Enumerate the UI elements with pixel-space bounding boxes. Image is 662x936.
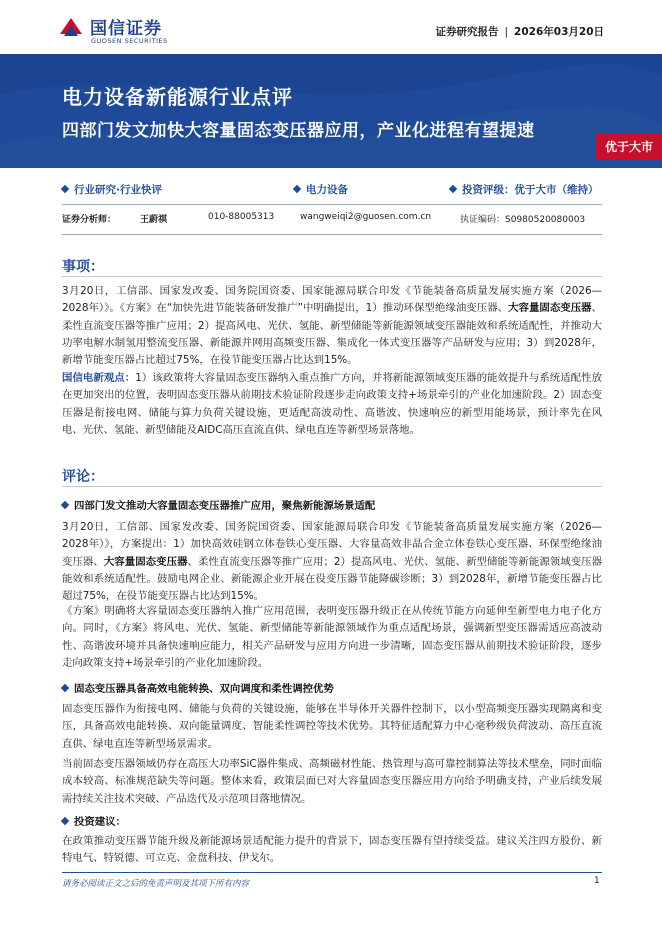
page-number: 1	[594, 876, 600, 886]
comment-paragraph-5: 在政策推动变压器节能升级及新能源场景适配能力提升的背景下，固态变压器有望持续受益。建议关注四方股份、新特电气、特锐德、可立克、金盘科技、伊戈尔。	[62, 835, 602, 865]
subsection-title: 投资建议：	[74, 816, 126, 828]
sector-cell	[294, 182, 348, 197]
subsection-policy	[62, 497, 602, 512]
subsection-title: 固态变压器具备高效电能转换、双向调度和柔性调控优势	[74, 683, 334, 695]
diamond-bullet-icon	[61, 684, 69, 692]
footer-disclaimer[interactable]: 请务必阅读正文之后的免责声明及其项下所有内容	[62, 879, 250, 889]
info-divider	[62, 204, 602, 205]
report-type: 证券研究报告	[435, 26, 499, 38]
logo-text-cn: 国信证券	[90, 19, 162, 39]
logo-mark-icon	[58, 14, 84, 40]
subsection-advantages	[62, 680, 602, 695]
logo-text-en: GUOSEN SECURITIES	[91, 37, 168, 45]
rating-cell	[450, 182, 599, 197]
report-subtitle: 四部门发文加快大容量固态变压器应用，产业化进程有望提速	[62, 121, 535, 141]
comment-paragraph-1	[62, 519, 602, 605]
view-label: 国信电新观点：	[62, 372, 136, 384]
report-title: 电力设备新能源行业点评	[62, 85, 293, 109]
info-row-classification	[62, 182, 602, 198]
matter-text-a: 3月20日，工信部、国家发改委、国务院国资委、国家能源局联合印发《节能装备高质量发展实施方案（2026—2028年）》。《方案》在“加快先进节能装备研发推广”中明确提出，1）推动环保型绝缘油变压器、	[62, 285, 602, 315]
comment-text-a: 3月20日，工信部、国家发改委、国务院国资委、国家能源局联合印发《节能装备高质量发展实施方案（2026—2028年）》，方案提出：1）加快高效硅钢立体卷铁心变压器、大容量高效非晶合金立体卷铁心变压器、环保型绝缘油变压器、	[62, 521, 602, 568]
section-title-matter: 事项：	[62, 259, 104, 275]
view-paragraph	[62, 370, 602, 439]
matter-paragraph	[62, 283, 602, 369]
comment-paragraph-3: 固态变压器作为衔接电网、储能与负荷的关键设施，能够在半导体开关器件控制下，以小型高频变压器实现隔离和变压，具备高效电能转换、双向能量调度、智能柔性调控等技术优势。其特征适配算力中心毫秒级负荷波动、高压直流直供、绿电直连等新型场景需求。	[62, 703, 602, 750]
report-category: 行业研究·行业快评	[74, 184, 162, 196]
comment-text-b: 、柔性直流变压器等推广应用；2）提高风电、光伏、氢能、新型储能等新能源领域变压器能效和系统适配性。鼓励电网企业、新能源企业开展在役变压器节能降碳诊断；3）到2028年，新增节能变压器占比超过75%，在役节能变压器占比达到15%。	[62, 555, 603, 603]
report-date: 2026年03月20日	[514, 26, 604, 38]
section-rule	[62, 276, 602, 277]
report-meta	[436, 24, 605, 39]
title-banner	[0, 54, 662, 168]
company-logo	[58, 10, 198, 50]
section-rule	[62, 486, 602, 487]
diamond-bullet-icon	[61, 501, 69, 509]
comment-paragraph-2: 《方案》明确将大容量固态变压器纳入推广应用范围，表明变压器升级正在从传统节能方向延伸至新型电力电子化方向。同时，《方案》将风电、光伏、氢能、新型储能等新能源领域作为重点适配场景，强调新型变压器需适应高波动性、高谐波环境并具备快速响应能力，相关产品研发与应用方向进一步清晰，固态变压器从前期技术验证阶段，逐步走向政策支持+场景牵引的产业化加速阶段。	[62, 605, 602, 669]
matter-text-bold: 大容量固态变压器	[508, 302, 592, 315]
analyst-phone: 010-88005313	[208, 212, 275, 222]
analyst-label: 证券分析师：	[62, 215, 117, 225]
comment-text-bold: 大容量固态变压器	[103, 555, 188, 568]
category-cell	[62, 182, 162, 197]
comment-paragraph-4: 当前固态变压器领域仍存在高压大功率SiC器件集成、高频磁材性能、热管理与高可靠控制算法等技术壁垒，同时面临成本较高、标准规范缺失等问题。整体来看，政策层面已对大容量固态变压器应用方向给予明确支持，产业后续发展需持续关注技术突破、产品迭代及示范项目落地情况。	[62, 758, 602, 805]
subsection-title: 四部门发文推动大容量固态变压器推广应用，聚焦新能源场景适配	[74, 500, 376, 512]
info-divider	[62, 234, 602, 235]
analyst-license: 执证编码：S0980520080003	[460, 215, 586, 225]
matter-text-b: 、柔性直流变压器等推广应用；2）提高风电、光伏、氢能、新型储能等新能源领域变压器能效和系统适配性，并推动大功率电解水制氢用整流变压器、新能源并网用高频变压器、集成化一体式变压器等产品研发与应用；3）到2028年，新增节能变压器占比超过75%，在役节能变压器占比达到15%。	[62, 302, 602, 367]
subsection-investment	[62, 813, 602, 828]
section-title-comment: 评论：	[62, 469, 104, 485]
investment-rating: 投资评级：优于大市（维持）	[462, 184, 599, 196]
meta-separator: |	[504, 26, 509, 38]
page-header	[0, 0, 662, 54]
diamond-bullet-icon	[293, 185, 301, 193]
info-row-analyst	[62, 212, 602, 226]
analyst-email[interactable]: wangweiqi2@guosen.com.cn	[300, 212, 432, 222]
diamond-bullet-icon	[61, 817, 69, 825]
diamond-bullet-icon	[61, 185, 69, 193]
footer-rule	[62, 872, 602, 873]
view-text: 1）该政策将大容量固态变压器纳入重点推广方向，并将新能源领域变压器的能效提升与系统适配性放在更加突出的位置，表明固态变压器从前期技术验证阶段逐步走向政策支持+场景牵引的产业化加速阶段。2）固态变压器是衔接电网、储能与算力负荷关键设施，更适配高波动性、高谐波、快速响应的新型用能场景，预计率先在风电、光伏、氢能、新型储能及AIDC高压直流直供、绿电直连等新型场景落地。	[62, 372, 603, 436]
rating-badge: 优于大市	[596, 134, 662, 160]
analyst-name: 王蔚祺	[140, 215, 168, 225]
diamond-bullet-icon	[449, 185, 457, 193]
report-sector: 电力设备	[306, 184, 348, 196]
banner-wave-decoration	[0, 54, 662, 168]
